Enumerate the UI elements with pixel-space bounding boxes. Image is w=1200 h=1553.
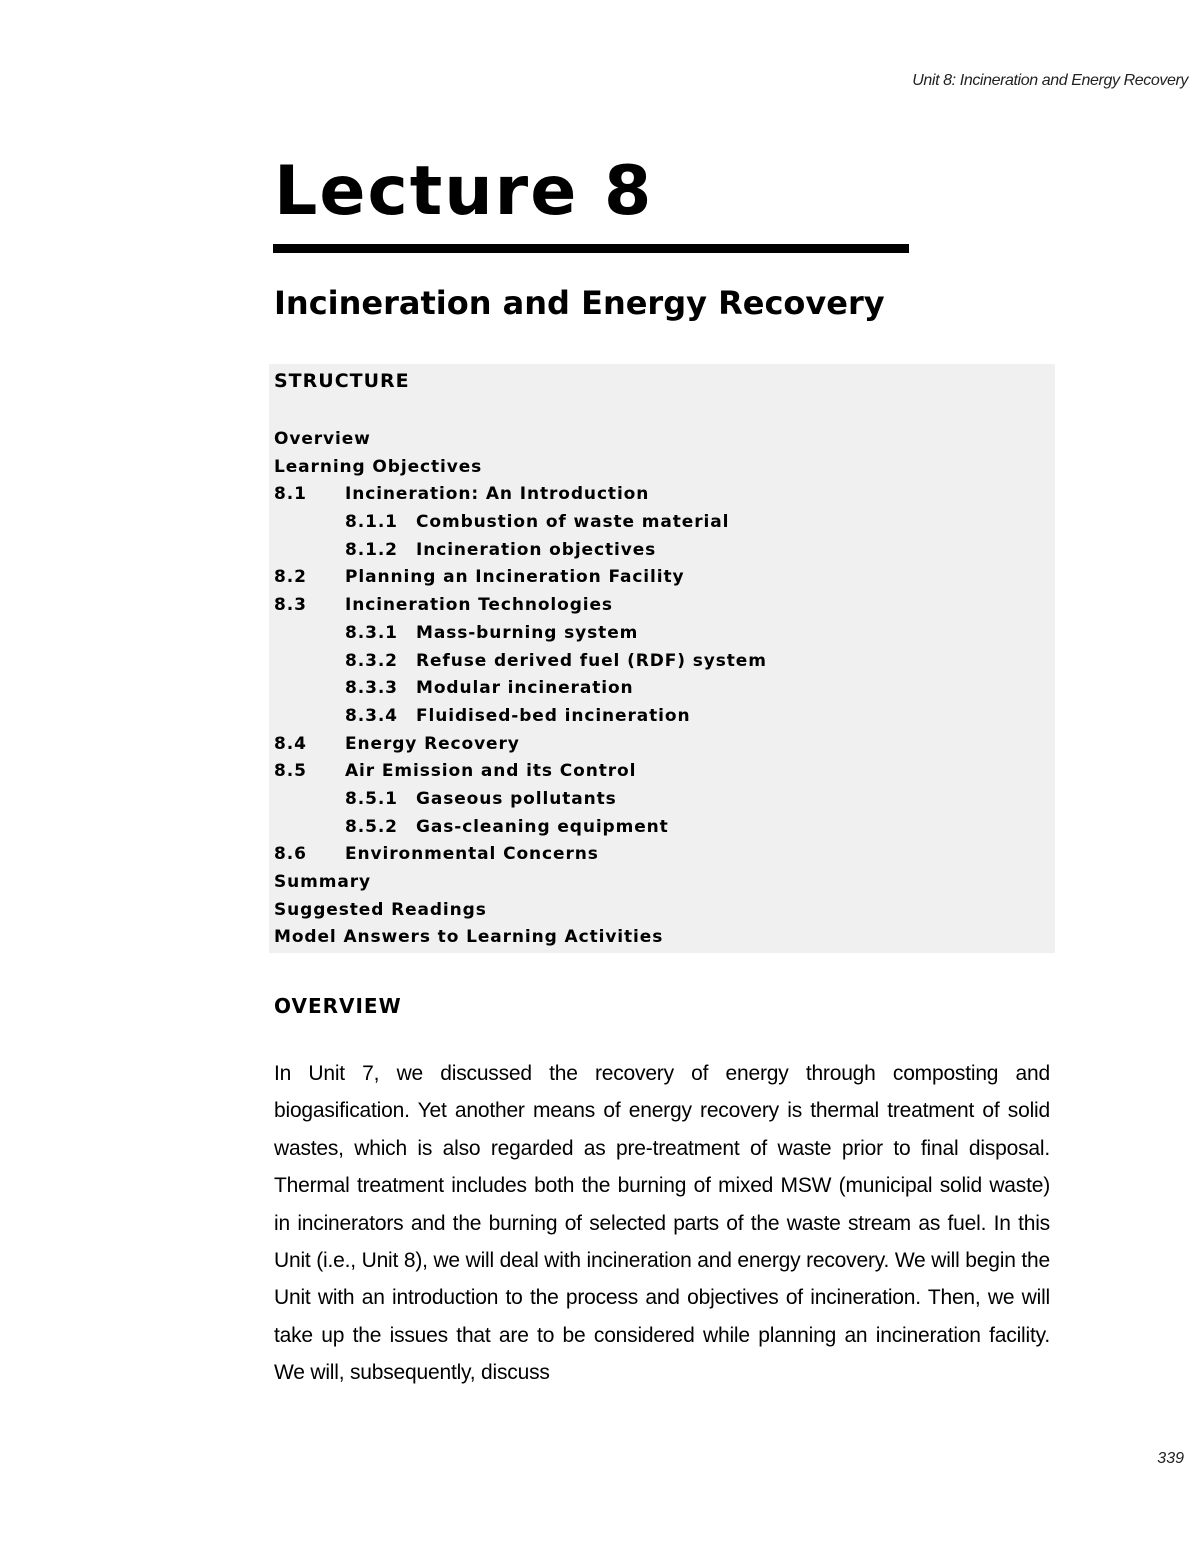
toc-item-number: 8.3.2 — [345, 650, 398, 671]
toc-item-label: Planning an Incineration Facility — [345, 567, 685, 588]
overview-paragraph: In Unit 7, we discussed the recovery of energy through composting and biogasification. Yet another means of energy recovery is thermal treatment of solid wastes, which is also regarded as pre-treatment of waste prior to final disposal. Thermal treatment includes both the burning of mixed MSW (municipal solid waste) in incinerators and the burning of selected parts of the waste stream as fuel. In this Unit (i.e., Unit 8), we will deal with incineration and energy recovery. We will begin the Unit with an introduction to the process and objectives of incineration. Then, we will take up the issues that are to be considered while planning an incineration facility. We will, subsequently, discuss — [274, 1062, 1050, 1385]
toc-item-label: Suggested Readings — [274, 899, 487, 920]
lecture-title: Lecture 8 — [274, 152, 654, 231]
structure-box — [269, 364, 1055, 953]
toc-item-label: Fluidised-bed incineration — [416, 705, 691, 726]
running-header: Unit 8: Incineration and Energy Recovery — [912, 72, 1188, 89]
toc-item-number: 8.3.3 — [345, 678, 398, 699]
toc-item-label: Summary — [274, 872, 372, 892]
toc-item-label: Environmental Concerns — [345, 844, 599, 865]
toc-item-label: Model Answers to Learning Activities — [274, 927, 664, 948]
toc-item-label: Gaseous pollutants — [416, 788, 617, 809]
toc-item-number: 8.6 — [274, 844, 307, 865]
toc-item-label: Overview — [274, 429, 371, 449]
toc-item-number: 8.5.1 — [345, 788, 398, 809]
toc-item-number: 8.1.2 — [345, 539, 398, 560]
lecture-subtitle: Incineration and Energy Recovery — [274, 284, 885, 322]
toc-item-number: 8.3.4 — [345, 705, 398, 726]
toc-item-number: 8.1 — [274, 484, 307, 505]
toc-item-number: 8.3.1 — [345, 622, 398, 643]
toc-item-number: 8.5 — [274, 761, 307, 782]
toc-item-label: Mass-burning system — [416, 622, 639, 643]
structure-heading: STRUCTURE — [274, 370, 410, 392]
toc-item-label: Incineration objectives — [416, 539, 657, 560]
toc-item-label: Gas-cleaning equipment — [416, 816, 669, 837]
toc-item-label: Incineration Technologies — [345, 595, 613, 616]
toc-item-label: Combustion of waste material — [416, 512, 730, 533]
toc-item-label: Incineration: An Introduction — [345, 484, 650, 505]
toc-item-number: 8.2 — [274, 567, 307, 588]
toc-item-label: Learning Objectives — [274, 456, 483, 477]
toc-item-number: 8.3 — [274, 595, 307, 616]
toc-item-number: 8.5.2 — [345, 816, 398, 837]
title-rule — [273, 244, 909, 253]
toc-item-label: Refuse derived fuel (RDF) system — [416, 650, 767, 671]
toc-item-label: Air Emission and its Control — [345, 761, 637, 782]
toc-item-number: 8.4 — [274, 733, 307, 754]
overview-heading: OVERVIEW — [274, 994, 402, 1018]
toc-item-number: 8.1.1 — [345, 512, 398, 533]
toc-item-label: Modular incineration — [416, 678, 634, 699]
page-number: 339 — [1157, 1450, 1184, 1467]
toc-item-label: Energy Recovery — [345, 733, 520, 754]
